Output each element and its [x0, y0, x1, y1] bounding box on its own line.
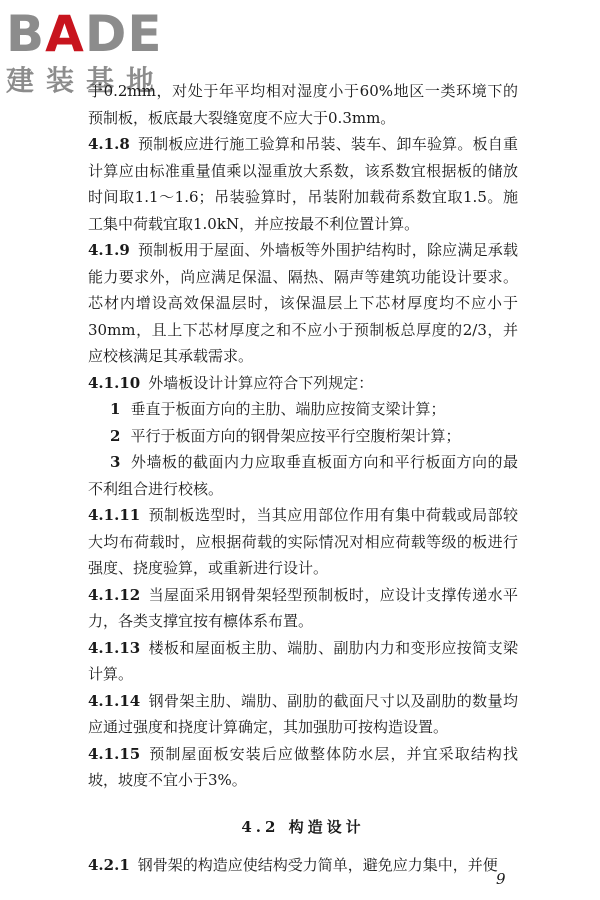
clause-text: 楼板和屋面板主肋、端肋、副肋内力和变形应按简支梁计算。	[88, 638, 518, 683]
clause-paragraph	[88, 131, 518, 237]
clause-text: 钢骨架的构造应使结构受力简单，避免应力集中，并便	[137, 856, 498, 874]
clause-text: 外墙板的截面内力应取垂直板面方向和平行板面方向的最不利组合进行校核。	[88, 453, 518, 498]
clause-number: 4.1.9	[88, 241, 130, 259]
logo-wordmark: BADE	[6, 5, 163, 63]
list-item	[88, 396, 518, 423]
clause-text: 预制板应进行施工验算和吊装、装车、卸车验算。板自重计算应由标准重量值乘以湿重放大系数，该系数宜根据板的储放时间取1.1～1.6；吊装验算时，吊装附加载荷系数宜取1.5。施工集中荷载宜取1.0kN，并应按最不利位置计算。	[88, 135, 518, 233]
section-heading: 4.2 构造设计	[241, 817, 365, 836]
item-number: 3	[110, 453, 121, 471]
clause-text: 预制板选型时，当其应用部位作用有集中荷载或局部较大均布荷载时，应根据荷载的实际情况对相应荷载等级的板进行强度、挠度验算，或重新进行设计。	[88, 506, 518, 577]
clause-paragraph	[88, 370, 518, 397]
clause-number: 4.1.12	[88, 585, 141, 604]
clause-number: 4.1.10	[88, 373, 141, 392]
clause-text: 钢骨架主肋、端肋、副肋的截面尺寸以及副肋的数量均应通过强度和挠度计算确定，其加强肋可按构造设置。	[88, 691, 518, 736]
clause-text: 预制板用于屋面、外墙板等外围护结构时，除应满足承载能力要求外，尚应满足保温、隔热、隔声等建筑功能设计要求。芯材内增设高效保温层时，该保温层上下芯材厚度均不应小于30mm，且上下芯材厚度之和不应小于预制板总厚度的2/3，并应校核满足其承载需求。	[88, 241, 518, 365]
list-item	[88, 423, 518, 450]
clause-text: 外墙板设计计算应符合下列规定：	[148, 373, 374, 392]
clause-paragraph	[88, 852, 518, 879]
clause-number: 4.1.14	[88, 691, 141, 710]
clause-paragraph	[88, 635, 518, 688]
clause-text: 预制屋面板安装后应做整体防水层，并宜采取结构找坡，坡度不宜小于3%。	[88, 744, 518, 789]
logo-chinese-name: 建装基地	[6, 64, 167, 97]
clause-text: 当屋面采用钢骨架轻型预制板时，应设计支撑传递水平力，各类支撑宜按有檩体系布置。	[88, 585, 518, 630]
clause-text: 垂直于板面方向的主肋、端肋应按简支梁计算；	[130, 400, 446, 418]
clause-number: 4.1.8	[88, 135, 130, 153]
clause-paragraph	[88, 502, 518, 582]
clause-paragraph	[88, 237, 518, 370]
clause-number: 4.1.15	[88, 744, 141, 763]
clause-number: 4.2.1	[88, 856, 130, 874]
clause-paragraph	[88, 688, 518, 741]
item-number: 2	[110, 426, 121, 445]
item-number: 1	[110, 400, 121, 418]
clause-number: 4.1.11	[88, 506, 141, 524]
page-number: 9	[496, 870, 506, 888]
clause-paragraph	[88, 582, 518, 635]
list-item	[88, 449, 518, 502]
document-body	[88, 78, 518, 879]
clause-number: 4.1.13	[88, 638, 141, 657]
clause-paragraph	[88, 741, 518, 794]
clause-text: 平行于板面方向的钢骨架应按平行空腹桁架计算；	[130, 426, 461, 445]
continued-paragraph: 于0.2mm，对处于年平均相对湿度小于60%地区一类环境下的预制板，板底最大裂缝宽度不应大于0.3mm。	[88, 82, 518, 127]
